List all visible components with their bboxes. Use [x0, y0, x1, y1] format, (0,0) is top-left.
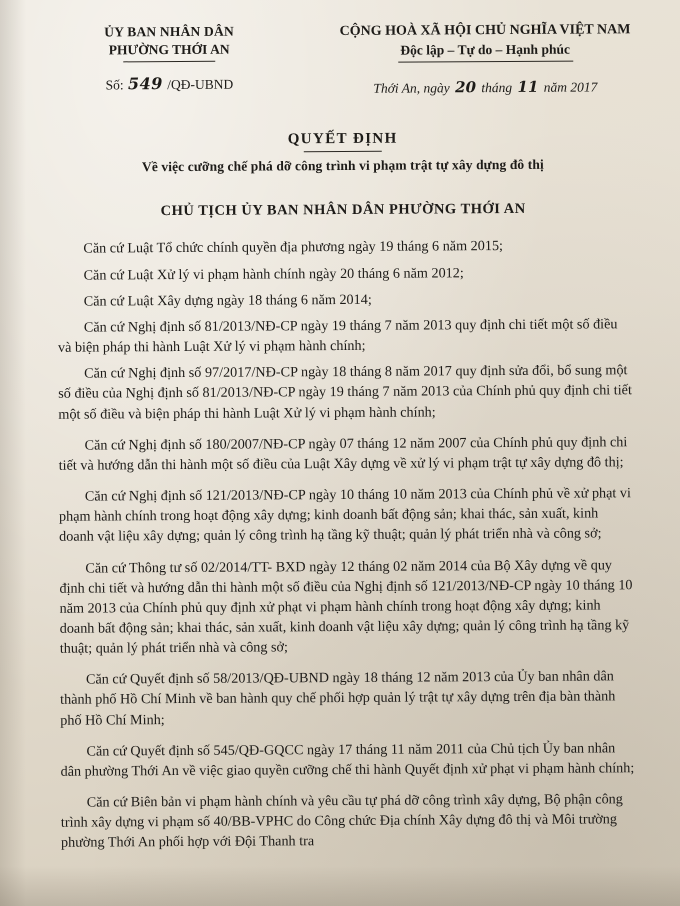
issuing-authority: CHỦ TỊCH ỦY BAN NHÂN DÂN PHƯỜNG THỚI AN: [160, 201, 526, 220]
place-label: Thới An, ngày: [373, 80, 450, 97]
date-month: 11: [517, 78, 539, 97]
document-title: QUYẾT ĐỊNH: [287, 131, 398, 148]
nation-line-2: Độc lập – Tự do – Hạnh phúc: [400, 41, 570, 58]
date-day: 20: [455, 78, 477, 97]
paragraph: Căn cứ Quyết định số 58/2013/QĐ-UBND ngày 18 tháng 12 năm 2013 của Ủy ban nhân dân thành phố Hồ Chí Minh về ban hành quy chế phối hợp quản lý trật tự xây dựng trên địa bàn thành phố Hồ Chí Minh;: [60, 668, 616, 729]
paragraph: Căn cứ Luật Tổ chức chính quyền địa phương ngày 19 tháng 6 năm 2015;: [83, 238, 504, 258]
document-header: [34, 20, 650, 99]
paragraph: Căn cứ Nghị định số 97/2017/NĐ-CP ngày 18 tháng 8 năm 2017 quy định sửa đổi, bổ sung một số điều của Nghị định số 81/2013/NĐ-CP ngày 19 tháng 7 năm 2013 của Chính phủ quy định chi tiết một số điều và biện pháp thi hành Luật Xử lý vi phạm hành chính;: [58, 362, 632, 423]
issuing-organization: [34, 22, 294, 94]
paragraph: Căn cứ Luật Xây dựng ngày 18 tháng 6 năm 2014;: [83, 291, 372, 310]
document-title-block: [35, 130, 651, 177]
title-underline: [304, 151, 382, 152]
org-line-1: ỦY BAN NHÂN DÂN: [104, 23, 234, 40]
paragraph: Căn cứ Luật Xử lý vi phạm hành chính ngày 20 tháng 6 năm 2012;: [83, 264, 464, 284]
document-subtitle: Về việc cưỡng chế phá dỡ công trình vi phạm trật tự xây dựng đô thị: [141, 157, 544, 175]
nation-underline: [398, 61, 573, 63]
nation-line-1: CỘNG HOÀ XÃ HỘI CHỦ NGHĨA VIỆT NAM: [339, 22, 631, 40]
month-label: tháng: [481, 80, 513, 96]
org-underline: [123, 61, 215, 63]
document-number-value: 549: [127, 74, 163, 94]
document-number-suffix: /QĐ-UBND: [167, 77, 234, 93]
place-and-date: [320, 78, 650, 98]
paragraph: Căn cứ Nghị định số 81/2013/NĐ-CP ngày 19 tháng 7 năm 2013 quy định chi tiết một số điều và biện pháp thi hành Luật Xử lý vi phạm hành chính;: [57, 316, 618, 356]
org-line-2: PHƯỜNG THỚI AN: [108, 41, 230, 58]
paragraph: Căn cứ Nghị định số 180/2007/NĐ-CP ngày 07 tháng 12 năm 2007 của Chính phủ quy định chi tiết và hướng dẫn thi hành một số điều của Luật Xây dựng về xử lý vi phạm trật tự xây dựng đô thị;: [58, 433, 628, 474]
document-number: [44, 74, 294, 95]
paragraph: Căn cứ Biên bản vi phạm hành chính và yêu cầu tự phá dỡ công trình xây dựng, Bộ phận công trình xây dựng vi phạm số 40/BB-VPHC do Công chức Địa chính Xây dựng đô thị và Môi trường phường Thới An phối hợp với Đội Thanh tra: [60, 791, 623, 852]
year-label: năm: [543, 80, 568, 96]
paragraph: Căn cứ Thông tư số 02/2014/TT- BXD ngày 12 tháng 02 năm 2014 của Bộ Xây dựng về quy định chi tiết và hướng dẫn thi hành một số điều của Nghị định số 121/2013/NĐ-CP ngày 10 tháng 10 năm 2013 của Chính phủ quy định xử phạt vi phạm hành chính trong hoạt động xây dựng; kinh doanh bất động sản; khai thác, sản xuất, kinh doanh vật liệu xây dựng; quản lý công trình hạ tầng kỹ thuật; quản lý phát triển nhà và công sở;: [59, 556, 633, 657]
paragraph: Căn cứ Quyết định số 545/QĐ-GQCC ngày 17 tháng 11 năm 2011 của Chủ tịch Ủy ban nhân dân phường Thới An về việc giao quyền cưỡng chế thi hành Quyết định xử phạt vi phạm hành chính;: [60, 740, 635, 780]
document-body: [35, 236, 655, 854]
national-heading: [320, 20, 650, 97]
document-number-prefix: Số:: [105, 77, 124, 93]
paragraph: Căn cứ Nghị định số 121/2013/NĐ-CP ngày 10 tháng 10 năm 2013 của Chính phủ về xử phạt vi phạm hành chính trong hoạt động xây dựng; kinh doanh bất động sản; khai thác, sản xuất, kinh doanh vật liệu xây dựng; quản lý công trình hạ tầng kỹ thuật; quản lý phát triển nhà và công sở;: [58, 485, 631, 546]
date-year: 2017: [570, 79, 598, 96]
